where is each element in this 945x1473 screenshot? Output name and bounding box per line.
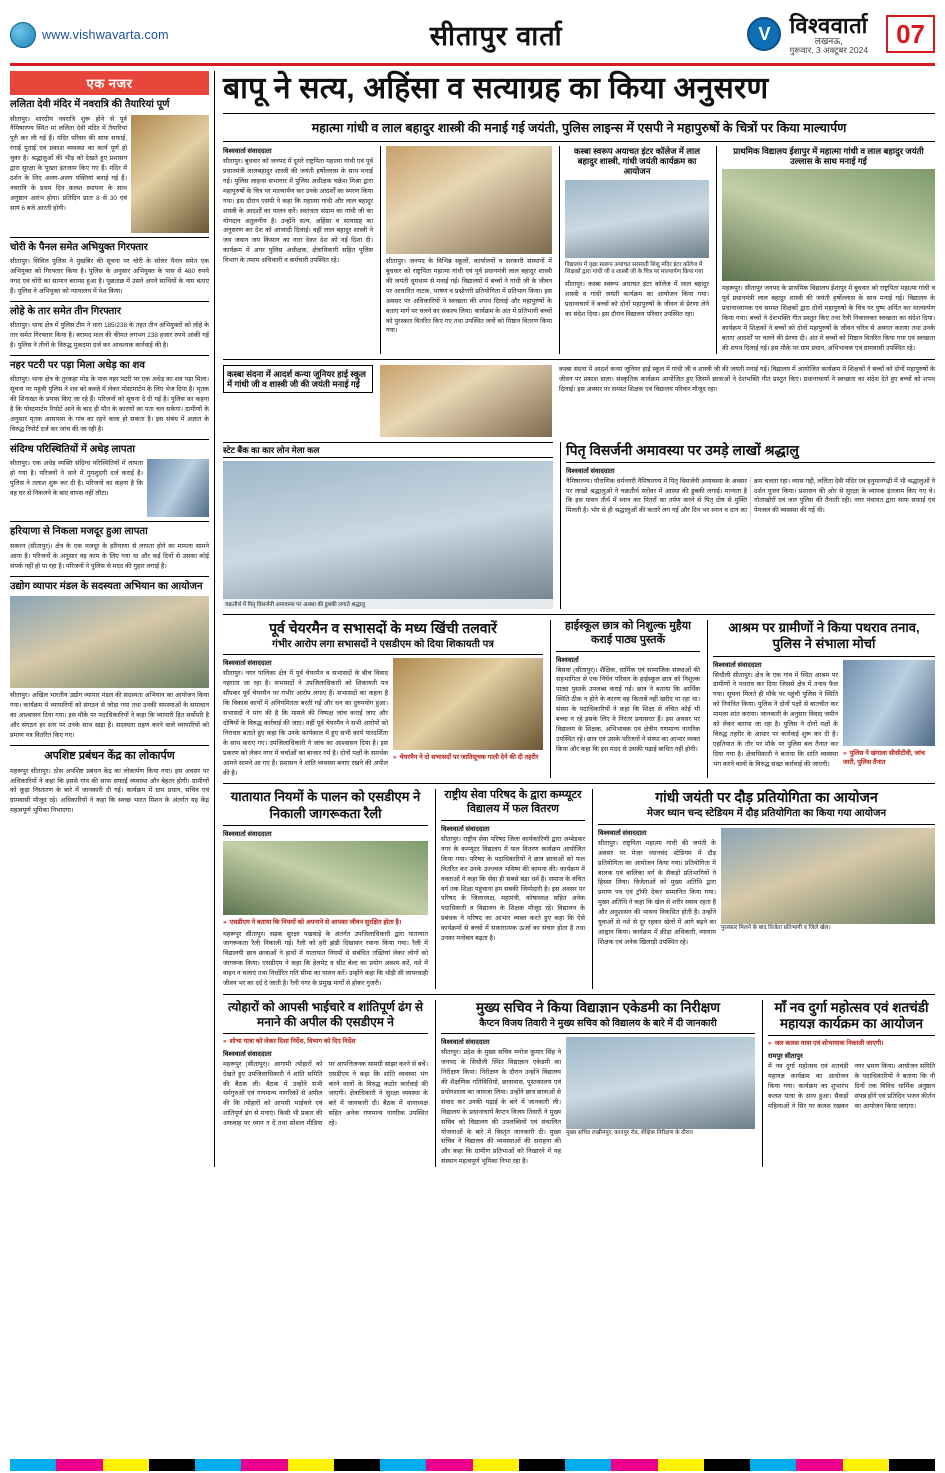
chairman-text: सीतापुर। नगर पालिका क्षेत्र में पूर्व चेयरमैन व सभासदों के बीच विवाद गहराता जा रहा है। सभासदों ने उपजिलाधिकारी को शिकायती पत्र सौंपकर पूर्व चेयरमैन पर गंभीर आरोप लगाए हैं। सभासदों का कहना है कि विकास कार्यों में अनियमितता बरती गई और धन का दुरुपयोग हुआ। सभासदों ने मांग की है कि मामले की निष्पक्ष जांच कराई जाए और दोषियों के विरुद्ध कार्रवाई की जाए। वहीं पूर्व चेयरमैन ने सभी आरोपों को निराधार बताते हुए कहा कि उनके कार्यकाल में हुए सभी कार्य पारदर्शिता के साथ कराए गए। उपजिलाधिकारी ने जांच का आश्वासन दिया है। इस प्रकरण को लेकर नगर में चर्चाओं का बाजार गर्म है। दोनों पक्षों के समर्थक आमने सामने आ गए हैं। प्रशासन ने शांति व्यवस्था बनाए रखने की अपील की है।	[223, 670, 388, 777]
sidebar-item-text: सीतापुर। सिविल पुलिस ने मुखबिर की सूचना पर चोरी के सोलर पैनल समेत एक अभियुक्त को गिरफ्तार किया है। पुलिस के अनुसार अभियुक्त के पास से 480 रुपये नगद एवं चोरी का सामान बरामद हुआ है। पूछताछ में उसने अपने साथियों के नाम बताए हैं। पुलिस ने अभियुक्त को न्यायालय में पेश किया।	[10, 258, 209, 295]
awareness-rally-photo	[223, 841, 428, 915]
sidebar-item-text: सीतापुर। थाना क्षेत्र में पुलिस टीम ने धारा 185/238 के तहत तीन अभियुक्तों को लोहे के तार समेत गिरफ्तार किया है। बरामद माल की कीमत लगभग 238 हजार रुपये आंकी गई है। पुलिस ने तीनों के विरुद्ध मुकदमा दर्ज कर आवश्यक कार्रवाई की है।	[10, 322, 209, 350]
festival-article[interactable]	[223, 1000, 428, 1167]
police-deployment-photo	[843, 660, 935, 746]
sidebar	[10, 71, 215, 1167]
gandhi-run-article[interactable]	[592, 789, 935, 989]
gandhi-run-headline: गांधी जयंती पर दौड़ प्रतियोगिता का आयोजन	[655, 789, 878, 806]
festival-bullet: » शोभा यात्रा को लेकर दिशा निर्देश, विभाग को दिए निर्देश	[223, 1037, 428, 1047]
sidebar-item-headline: नहर पटरी पर पड़ा मिला अधेड़ का शव	[10, 359, 145, 371]
traffic-headline: यातायात नियमों के पालन को एसडीएम ने निकाली जागरूकता रैली	[230, 789, 421, 821]
school-event-text: महरूपुर। सीतापुर जनपद के प्राथमिक विद्यालय ईशापुर में बुधवार को राष्ट्रपिता महात्मा गांधी व पूर्व प्रधानमंत्री लाल बहादुर शास्त्री की जयंती हर्षोल्लास के साथ मनाई गई। विद्यालय के प्रधानाध्यापक एवं समस्त शिक्षकों द्वारा दोनों महापुरुषों के चित्र पर पुष्प अर्पित कर माल्यार्पण किया गया। बच्चों ने देशभक्ति गीत प्रस्तुत किए तथा रैली निकालकर स्वच्छता का संदेश दिया। कार्यक्रम में शिक्षकों ने बच्चों को दोनों महापुरुषों के जीवन चरित्र से अवगत कराया तथा उनके बताए आदर्शों पर चलने की प्रेरणा दी। अंत में बच्चों को मिष्ठान वितरित किया गया एवं स्वच्छता की शपथ दिलाई गई। इस मौके पर ग्राम प्रधान, अभिभावक एवं ग्रामवासी उपस्थित रहे।	[722, 285, 935, 352]
byline: विश्ववार्ता संवाददाता	[441, 1039, 490, 1047]
list-item[interactable]	[10, 242, 209, 297]
inspection-caption: मुख्य सचिव लखीमपुर, कानपुर रोड, शैक्षिक निरीक्षण के दौरान	[566, 1130, 693, 1137]
brand-area	[747, 14, 935, 55]
lead-col-2	[380, 146, 552, 354]
list-item[interactable]	[10, 444, 209, 518]
missing-person-photo	[147, 459, 209, 517]
website-url[interactable]: www.vishwavarta.com	[42, 27, 169, 42]
durga-headline: माँ नव दुर्गा महोत्सव एवं शतचंडी महायज्ञ कार्यक्रम का आयोजन	[774, 1000, 929, 1032]
lead-headline: बापू ने सत्य, अहिंसा व सत्याग्रह का किया अनुसरण	[223, 71, 935, 114]
sidebar-item-text: सीतापुर। थाना क्षेत्र के तुरकहा मोड़ के पास नहर पटरी पर एक अधेड़ का शव पड़ा मिला। सूचना पर पहुंची पुलिस ने शव को कब्जे में लेकर पोस्टमार्टम के लिए भेज दिया है। मृतक की शिनाख्त के प्रयास किए जा रहे हैं। परिजनों को सूचना दे दी गई है। पुलिस का कहना है कि पोस्टमार्टम रिपोर्ट आने के बाद ही मौत के कारणों का पता चल सकेगा। ग्रामीणों के अनुसार मृतक आसपास के गांव का रहने वाला हो सकता है। इस संबंध में अज्ञात के विरुद्ध रिपोर्ट दर्ज कर जांच की जा रही है।	[10, 376, 209, 434]
brand-city: लखनऊ,	[814, 35, 843, 46]
college-event-text: सीतापुर। कस्बा स्वरूप अयाचत इंटर कॉलेज में लाल बहादुर शास्त्री व गांधी जयंती कार्यक्रम का आयोजन किया गया। प्रधानाचार्य ने बच्चों को दोनों महापुरुषों के जीवन से प्रेरणा लेने का संदेश दिया। इस दौरान विद्यालय परिवार उपस्थित रहा।	[565, 281, 709, 318]
list-item[interactable]	[10, 306, 209, 351]
byline: विश्ववार्ता संवाददाता	[598, 829, 647, 837]
festival-headline: त्योहारों को आपसी भाईचारे व शांतिपूर्ण ढंग से मनाने की अपील की एसडीएम ने	[227, 1000, 424, 1030]
sidebar-item-text: सीतापुर। शारदीय नवरात्रि शुरू होने से पूर्व नैमिषारण्य स्थित मां ललिता देवी मंदिर में तैयारियां पूरी कर ली गई हैं। मंदिर परिसर की साफ सफाई, रंगाई पुताई एवं प्रकाश व्यवस्था का कार्य पूर्ण हो चुका है। श्रद्धालुओं की भीड़ को देखते हुए प्रशासन द्वारा सुरक्षा के पुख्ता इंतजाम किए गए हैं। मंदिर में दर्शन के लिए अलग-अलग पंक्तियां बनाई गई हैं। नवरात्रि के प्रथम दिन कलश स्थापना के साथ अनुष्ठान आरंभ होगा। प्रतिदिन प्रातः 8 से 30 एवं सायं 6 बजे आरती होगी।	[10, 115, 127, 212]
pitru-headline: पितृ विसर्जनी अमावस्या पर उमड़े लाखों श्रद्धालु	[566, 441, 799, 458]
logo-icon: V	[747, 17, 781, 51]
byline: विश्ववार्ता संवाददाता	[713, 661, 762, 669]
lead-col-4	[716, 146, 935, 354]
main-content	[223, 71, 935, 1167]
school-event-headline: प्राथमिक विद्यालय ईशापुर में महात्मा गांधी व लाल बहादुर जयंती उल्लास के साथ मनाई गई	[733, 146, 924, 167]
seva-article[interactable]	[435, 789, 585, 989]
list-item[interactable]	[10, 581, 209, 741]
sidebar-item-headline: हरियाणा से निकला मजदूर हुआ लापता	[10, 526, 148, 538]
trade-board-photo	[10, 596, 209, 688]
kasba-photo-wrap	[380, 365, 552, 437]
byline: विश्ववार्ता संवाददाता	[223, 1050, 272, 1058]
sidebar-item-headline: चोरी के पैनल समेत अभियुक्त गिरफ्तार	[10, 241, 148, 253]
kasba-sandana-block[interactable]	[223, 365, 373, 437]
festival-text: महरूपुर (सीतापुर)। आगामी त्योहारों को देखते हुए उपजिलाधिकारी ने शांति समिति की बैठक ली। बैठक में उन्होंने सभी धर्मगुरुओं एवं गणमान्य नागरिकों से अपील की कि त्योहारों को आपसी भाईचारे एवं शांतिपूर्ण ढंग से मनाएं। किसी भी प्रकार की अफवाह पर ध्यान न दें तथा सोशल मीडिया पर आपत्तिजनक सामग्री साझा करने से बचें। एसडीएम ने कहा कि शांति व्यवस्था भंग करने वालों के विरुद्ध कठोर कार्रवाई की जाएगी। क्षेत्राधिकारी ने सुरक्षा व्यवस्था के बारे में जानकारी दी। बैठक में थानाध्यक्ष सहित अनेक गणमान्य नागरिक उपस्थित रहे।	[223, 1060, 428, 1128]
kasba-sandana-text: कस्बा संदना में आदर्श कन्या जूनियर हाई स्कूल में गांधी जी व शास्त्री जी की जयंती मनाई गई। विद्यालय में आयोजित कार्यक्रम में शिक्षकों ने बच्चों को दोनों महापुरुषों के जीवन पर प्रकाश डाला। संस्कृतिक कार्यक्रम आयोजित हुए जिसमें छात्राओं ने देशभक्ति गीत प्रस्तुत किए। प्रधानाचार्या ने स्वच्छता का संदेश देते हुए बच्चों को शपथ दिलाई। इस अवसर पर समस्त शिक्षक एवं विद्यालय परिवार मौजूद रहा।	[559, 365, 935, 393]
byline: विश्ववार्ता संवाददाता	[441, 825, 490, 833]
sidebar-item-text: सीतापुर। एक अधेड़ व्यक्ति संदिग्ध परिस्थितियों में लापता हो गया है। परिजनों ने थाने में गुमशुदगी दर्ज कराई है। पुलिस ने तलाश शुरू कर दी है। परिजनों का कहना है कि वह घर से निकलने के बाद वापस नहीं लौटा।	[10, 460, 143, 498]
inspection-headline: मुख्य सचिव ने किया विद्याज्ञान एकेडमी का निरीक्षण	[475, 1000, 721, 1016]
chakratirth-caption: चक्रतीर्थ में पितृ विसर्जनी अमावस्या पर आस्था की डुबकी लगाते श्रद्धालु	[223, 599, 553, 609]
seva-headline: राष्ट्रीय सेवा परिषद के द्वारा कम्प्यूटर विद्यालय में फल वितरण	[444, 789, 582, 816]
globe-icon	[10, 22, 36, 48]
byline: विश्ववार्ता संवाददाता	[223, 660, 272, 668]
waste-center-item[interactable]	[10, 750, 209, 816]
byline: विश्ववार्ता	[556, 656, 579, 664]
chairman-headline: पूर्व चेयरमैन व सभासदों के मध्य खिंची तलवारें	[269, 620, 497, 637]
ashram-headline: आश्रम पर ग्रामीणों ने किया पथराव तनाव, पुलिस ने संभाला मोर्चा	[728, 620, 920, 652]
gandhi-run-caption: पुरस्कार मिलने के बाद विजेता प्रतिभागी व जिले खेल।	[721, 924, 831, 931]
highschool-article[interactable]	[550, 620, 700, 778]
sidebar-item-text: सीतापुर। अखिल भारतीय उद्योग व्यापार मंडल की सदस्यता अभियान का आयोजन किया गया। कार्यक्रम में व्यापारियों को संगठन से जोड़ा गया तथा उनकी समस्याओं के समाधान का आश्वासन दिया गया। इस मौके पर पदाधिकारियों ने कहा कि व्यापारी हित सर्वोपरि है और संगठन हर स्तर पर उनके साथ खड़ा है। सदस्यता ग्रहण करने वाले व्यापारियों को प्रमाण पत्र वितरित किए गए।	[10, 692, 209, 739]
waste-center-headline: अपशिष्ट प्रबंधन केंद्र का लोकार्पण	[44, 749, 175, 762]
prize-distribution-photo	[721, 828, 935, 924]
chairman-article[interactable]	[223, 620, 543, 778]
chairman-bullet: » चेयरमैन ने दो सभासदों पर जातिसूचक गाली देने की दी तहरीर	[393, 753, 543, 763]
seva-text: सीतापुर। राष्ट्रीय सेवा परिषद जिला कार्यकारिणी द्वारा अम्बेडकर नगर के कम्प्यूटर विद्यालय में फल वितरण कार्यक्रम आयोजित किया गया। परिषद के पदाधिकारियों ने छात्र छात्राओं को फल वितरित कर उनके उज्ज्वल भविष्य की कामना की। कार्यक्रम में वक्ताओं ने कहा कि सेवा ही सबसे बड़ा धर्म है। समाज के वंचित वर्ग तक शिक्षा पहुंचाना हम सबकी जिम्मेदारी है। इस अवसर पर परिषद के जिलाध्यक्ष, महामंत्री, कोषाध्यक्ष सहित अनेक पदाधिकारी व विद्यालय के शिक्षक मौजूद रहे। विद्यालय के प्रबंधक ने परिषद का आभार व्यक्त करते हुए कहा कि ऐसे कार्यक्रमों से बच्चों में सकारात्मक ऊर्जा का संचार होता है तथा उनका मनोबल बढ़ता है।	[441, 835, 585, 943]
kasba-sandana-photo	[380, 365, 552, 437]
inspection-article[interactable]	[435, 1000, 755, 1167]
kasba-sandana-headline: कस्बा संदना में आदर्श कन्या जूनियर हाई स्कूल में गांधी जी व शास्त्री जी की जयंती मनाई गई	[223, 365, 373, 393]
fourth-band	[223, 789, 935, 989]
list-item[interactable]	[10, 526, 209, 571]
chakratirth-photo	[223, 461, 553, 609]
ashram-text: सिधौली सीतापुर। क्षेत्र के एक गांव में स्थित आश्रम पर ग्रामीणों ने पथराव कर दिया जिससे क्षेत्र में तनाव फैल गया। सूचना मिलते ही मौके पर पहुंची पुलिस ने स्थिति को नियंत्रित किया। पुलिस ने दोनों पक्षों से बातचीत कर मामला शांत कराया। जानकारी के अनुसार विवाद जमीन को लेकर बताया जा रहा है। पुलिस ने दोनों पक्षों के विरुद्ध तहरीर के आधार पर कार्रवाई शुरू कर दी है। एहतियात के तौर पर मौके पर पुलिस बल तैनात कर दिया गया है। क्षेत्राधिकारी ने बताया कि शांति व्यवस्था भंग करने वालों के विरुद्ध सख्त कार्रवाई की जाएगी।	[713, 671, 838, 768]
sidebar-item-headline: उद्योग व्यापार मंडल के सदस्यता अभियान का आयोजन	[10, 580, 203, 592]
list-item[interactable]	[10, 99, 209, 233]
lead-col2-text: सीतापुर। जनपद के विभिन्न स्कूलों, कार्यालयों व सरकारी संस्थानों में बुधवार को राष्ट्रपिता महात्मा गांधी एवं पूर्व प्रधानमंत्री लाल बहादुर शास्त्री की जयंती धूमधाम से मनाई गई। विद्यालयों में बच्चों ने गांधी जी के जीवन पर आधारित नाटक, भाषण व प्रश्नोत्तरी प्रतियोगिता में प्रतिभाग किया। इस अवसर पर अधिकारियों ने स्वच्छता की शपथ दिलाई और महापुरुषों के बताए मार्ग पर चलने का संकल्प लिया। कार्यक्रम के अंत में प्रतिभागी बच्चों को पुरस्कार वितरित किए गए तथा उपस्थित जनों को मिष्ठान वितरण किया गया।	[386, 258, 552, 335]
durga-text: में नव दुर्गा महोत्सव एवं शतचंडी महायज्ञ कार्यक्रम का आयोजन किया गया। कार्यक्रम का शुभारंभ कलश यात्रा के साथ हुआ। सैकड़ों महिलाओं ने सिर पर कलश रखकर नगर भ्रमण किया। आयोजन समिति के पदाधिकारियों ने बताया कि नौ दिनों तक विविध धार्मिक अनुष्ठान संपन्न होंगे एवं प्रतिदिन भजन कीर्तन का आयोजन किया जाएगा।	[768, 1063, 935, 1110]
durga-bullet: » जल कलश यात्रा एवं शोभायात्रा निकाली जाएगी।	[768, 1039, 935, 1049]
sidebar-item-headline: लोहे के तार समेत तीन गिरफ्तार	[10, 305, 121, 317]
pitru-article[interactable]	[560, 442, 935, 609]
brand-date: गुरूवार, 3 अक्टूबर 2024	[789, 45, 869, 56]
byline: विश्ववार्ता संवाददाता	[223, 830, 272, 838]
traffic-article[interactable]	[223, 789, 428, 989]
ashram-bullet: » पुलिस ने खंगाला सीसीटीवी, जांच जारी, पुलिस तैनात	[843, 749, 935, 768]
inspection-text: सीतापुर। प्रदेश के मुख्य सचिव मनोज कुमार सिंह ने जनपद के सिधौली स्थित विद्याज्ञान एकेडमी का निरीक्षण किया। निरीक्षण के दौरान उन्होंने विद्यालय की शैक्षणिक गतिविधियों, छात्रावास, पुस्तकालय एवं प्रयोगशाला का जायजा लिया। उन्होंने छात्र छात्राओं से संवाद कर उनकी पढ़ाई के बारे में जानकारी ली। विद्यालय के प्रधानाचार्य कैप्टन विजय तिवारी ने मुख्य सचिव को विद्यालय की उपलब्धियों एवं संचालित योजनाओं के बारे में विस्तृत जानकारी दी। मुख्य सचिव ने विद्यालय की व्यवस्थाओं की सराहना की और कहा कि ग्रामीण प्रतिभाओं को निखारने में यह संस्थान महत्वपूर्ण भूमिका निभा रहा है।	[441, 1049, 561, 1166]
lead-columns	[223, 146, 935, 354]
pitru-band	[223, 442, 935, 609]
page-title: सीतापुर वार्ता	[429, 21, 563, 51]
bank-photo-block	[223, 442, 553, 609]
pitru-text: नैमिषारण्य। पौराणिक धर्मनगरी नैमिषारण्य में पितृ विसर्जनी अमावस्या के अवसर पर लाखों श्रद्धालुओं ने चक्रतीर्थ सरोवर में आस्था की डुबकी लगाई। मान्यता है कि इस पावन तीर्थ में स्नान कर पितरों का तर्पण करने से पितृ दोष से मुक्ति मिलती है। भोर से ही श्रद्धालुओं की कतारें लग गईं और दिन भर स्नान व दान का क्रम चलता रहा। व्यास गद्दी, ललिता देवी मंदिर एवं हनुमानगढ़ी में भी श्रद्धालुओं ने दर्शन पूजन किया। प्रशासन की ओर से सुरक्षा के व्यापक इंतजाम किए गए थे। गोताखोरों एवं जल पुलिस की तैनाती रही। नगर पंचायत द्वारा साफ सफाई एवं पेयजल की व्यवस्था की गई थी।	[566, 477, 935, 515]
waste-center-text: महरूपुर सीतापुर। ठोस अपशिष्ट प्रबंधन केंद्र का लोकार्पण किया गया। इस अवसर पर अधिकारियों ने कहा कि इससे गांव की साफ सफाई व्यवस्था और बेहतर होगी। ग्रामीणों को कूड़ा निस्तारण के बारे में जानकारी दी गई। कार्यक्रम में ग्राम प्रधान, सचिव एवं ग्रामवासी मौजूद रहे। अधिकारियों ने कहा कि स्वच्छ भारत मिशन के अंतर्गत यह केंद्र महत्वपूर्ण भूमिका निभाएगा।	[10, 767, 209, 815]
highschool-text: बिसवां (सीतापुर)। शैक्षिक, धार्मिक एवं सामाजिक संस्थाओं की सहभागिता से एक निर्धन परिवार के हाईस्कूल छात्र को निशुल्क पाठ्य पुस्तकें उपलब्ध कराई गईं। छात्र ने बताया कि आर्थिक स्थिति ठीक न होने के कारण वह किताबें नहीं खरीद पा रहा था। संस्था के पदाधिकारियों ने कहा कि शिक्षा से वंचित कोई भी बच्चा न रहे इसके लिए वे निरंतर प्रयासरत हैं। इस अवसर पर विद्यालय के शिक्षक, अभिभावक एवं क्षेत्रीय गणमान्य नागरिक उपस्थित रहे। छात्र एवं उसके परिजनों ने संस्था का आभार व्यक्त किया और कहा कि इस मदद से उसकी पढ़ाई बाधित नहीं होगी।	[556, 666, 700, 753]
sidebar-item-headline: ललिता देवी मंदिर में नवरात्रि की तैयारियां पूर्ण	[10, 99, 170, 110]
page-number: 07	[886, 15, 935, 53]
sidebar-box-title: एक नजर	[10, 71, 209, 95]
inspection-subhead: कैप्टन विजय तिवारी ने मुख्य सचिव को विद्यालय के बारे में दी जानकारी	[441, 1018, 755, 1034]
sidebar-item-headline: संदिग्ध परिस्थितियों में अधेड़ लापता	[10, 443, 135, 455]
third-band	[223, 620, 935, 778]
durga-article[interactable]	[762, 1000, 935, 1167]
garland-photo	[386, 146, 552, 254]
highschool-headline: हाईस्कूल छात्र को निशुल्क मुहैया कराई पाठ्य पुस्तकें	[565, 620, 691, 646]
bank-loan-caption: स्टेट बैंक का कार लोन मेला कल	[223, 442, 553, 458]
lead-subhead: महात्मा गांधी व लाल बहादुर शास्त्री की मनाई गई जयंती, पुलिस लाइन्स में एसपी ने महापुरुषों के चित्रों पर किया माल्यार्पण	[223, 114, 935, 142]
byline: रामपुर सीतापुर	[768, 1053, 803, 1061]
inspection-photo	[566, 1037, 755, 1129]
kasba-text-wrap	[559, 365, 935, 437]
brand-name: विश्ववार्ता	[789, 12, 868, 38]
byline: विश्ववार्ता संवाददाता	[566, 467, 615, 475]
ashram-article[interactable]	[707, 620, 935, 778]
sidebar-item-text: सकरन (सीतापुर)। क्षेत्र के एक मजदूर के हरियाणा से लापता होने का मामला सामने आया है। परिजनों के अनुसार वह काम के लिए गया था और कई दिनों से उसका कोई संपर्क नहीं हो पा रहा है। परिजनों ने पुलिस से मदद की गुहार लगाई है।	[10, 542, 209, 570]
temple-photo	[131, 115, 209, 233]
college-event-headline: कस्बा स्वरूप अयाचत इंटर कॉलेज में लाल बहादुर शास्त्री, गांधी जयंती कार्यक्रम का आयोजन	[574, 146, 700, 177]
section-title-wrap	[245, 16, 747, 53]
traffic-text: महरूपुर सीतापुर। सड़क सुरक्षा पखवाड़े के अंतर्गत उपजिलाधिकारी द्वारा यातायात जागरूकता रैली निकाली गई। रैली को हरी झंडी दिखाकर रवाना किया गया। रैली में विद्यालयी छात्र छात्राओं ने हाथों में यातायात नियमों से संबंधित तख्तियां लेकर लोगों को जागरूक किया। एसडीएम ने कहा कि हेलमेट व सीट बेल्ट का प्रयोग अवश्य करें, नशे में वाहन न चलाएं तथा निर्धारित गति सीमा का पालन करें। उन्होंने कहा कि थोड़ी सी लापरवाही जीवन भर का दर्द दे जाती है। रैली नगर के प्रमुख मार्गों से होकर गुजरी।	[223, 930, 428, 988]
school-event-photo	[722, 169, 935, 281]
lead-col1-text: सीतापुर। बुधवार को जनपद में दूसरे राष्ट्रपिता महात्मा गांधी एवं पूर्व प्रधानमंत्री लालबहादुर शास्त्री की जयंती हर्षोल्लास के साथ मनाई गई। पुलिस लाइन्स सभागार में पुलिस अधीक्षक चक्रेश मिश्रा द्वारा महापुरुषों के चित्र पर माल्यार्पण कर उनके आदर्शों का स्मरण किया गया। इस दौरान एसपी ने कहा कि महात्मा गांधी और लाल बहादुर शास्त्री के आदर्शों का पालन करें। स्वतंत्रता संग्राम का गांधी जी का योगदान अतुलनीय है। उन्होंने सत्य, अहिंसा व सत्याग्रह का अनुसरण कर देश को आजादी दिलाई। वहीं लाल बहादुर शास्त्री ने जय जवान जय किसान का नारा देकर देश को नई दिशा दी। कार्यक्रम में अपर पुलिस अधीक्षक, क्षेत्राधिकारी सहित पुलिस विभाग के तमाम अधिकारी व कर्मचारी उपस्थित रहे।	[223, 158, 373, 265]
college-event-photo	[565, 180, 709, 258]
gandhi-run-subhead: मेजर ध्यान चन्द स्टेडियम में दौड़ प्रतियोगिता का किया गया आयोजन	[598, 808, 935, 825]
byline: विश्ववार्ता संवाददाता	[223, 148, 272, 155]
municipal-office-photo	[393, 658, 543, 750]
masthead	[10, 8, 935, 66]
color-registration-strip	[10, 1459, 935, 1471]
list-item[interactable]	[10, 360, 209, 435]
chairman-subhead: गंभीर आरोप लगा सभासदों ने एसडीएम को दिया शिकायती पत्र	[223, 639, 543, 656]
lead-col-3	[559, 146, 709, 354]
college-event-caption: विद्यालय में वृक्षा स्वरूप अयाचत सरस्वती शिशु मंदिर इंटर कॉलेज में शिक्षकों द्वारा गांधी जी व शास्त्री जी के चित्र पर माल्यार्पण किया गया	[565, 261, 704, 276]
second-band	[223, 365, 935, 437]
bottom-band	[223, 1000, 935, 1167]
lead-col-1	[223, 146, 373, 354]
gandhi-run-text: सीतापुर। राष्ट्रपिता महात्मा गांधी की जयंती के अवसर पर मेजर ध्यानचंद स्टेडियम में दौड़ प्रतियोगिता का आयोजन किया गया। प्रतियोगिता में बालक एवं बालिका वर्ग के सैकड़ों प्रतिभागियों ने हिस्सा लिया। विजेताओं को मुख्य अतिथि द्वारा प्रमाण पत्र एवं ट्रॉफी देकर सम्मानित किया गया। मुख्य अतिथि ने कहा कि खेल से शरीर स्वस्थ रहता है और अनुशासन की भावना विकसित होती है। उन्होंने युवाओं से नशे से दूर रहकर खेलों में आगे बढ़ने का आह्वान किया। कार्यक्रम में क्रीड़ा अधिकारी, व्यायाम शिक्षक एवं अनेक खिलाड़ी उपस्थित रहे।	[598, 839, 716, 946]
traffic-bullet: » एसडीएम ने बताया कि नियमों को अपनाने से आपका जीवन सुरक्षित होता है।	[223, 918, 428, 928]
